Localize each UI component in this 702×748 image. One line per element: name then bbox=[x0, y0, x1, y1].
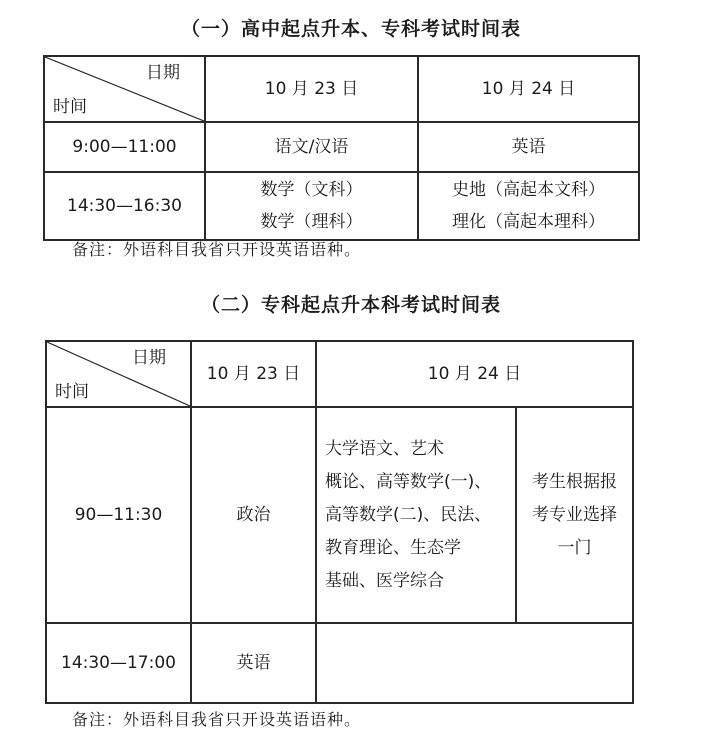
subject-cell: 语文/汉语 bbox=[205, 122, 418, 172]
schedule-table-2 bbox=[45, 340, 634, 704]
table2-title: （二）专科起点升本科考试时间表 bbox=[200, 294, 501, 316]
subject-cell: 英语 bbox=[418, 122, 639, 172]
date-column-header: 10 月 24 日 bbox=[418, 56, 639, 122]
table1-title: （一）高中起点升本、专科考试时间表 bbox=[180, 18, 521, 40]
date-column-header: 10 月 23 日 bbox=[191, 341, 316, 407]
subject-line: 理化（高起本理科） bbox=[452, 212, 605, 232]
instruction-line: 一门 bbox=[557, 537, 592, 558]
instruction-line: 考生根据报 bbox=[532, 471, 617, 492]
subject-line: 数学（理科） bbox=[260, 212, 363, 232]
subject-cell bbox=[418, 172, 639, 240]
subject-list-cell bbox=[316, 407, 516, 623]
instruction-cell bbox=[516, 407, 633, 623]
subject-line: 高等数学(二)、民法、 bbox=[325, 504, 492, 525]
table2-note: 备注：外语科目我省只开设英语语种。 bbox=[72, 710, 362, 729]
schedule-table-1 bbox=[43, 55, 640, 241]
header-diagonal-cell bbox=[44, 56, 205, 122]
subject-line: 数学（文科） bbox=[260, 180, 363, 200]
date-column-header: 10 月 24 日 bbox=[316, 341, 633, 407]
subject-line: 史地（高起本文科） bbox=[452, 180, 605, 200]
date-header-label: 日期 bbox=[132, 348, 166, 368]
time-header-label: 时间 bbox=[55, 382, 89, 402]
header-diagonal-cell bbox=[46, 341, 191, 407]
date-column-header: 10 月 23 日 bbox=[205, 56, 418, 122]
subject-line: 概论、高等数学(一)、 bbox=[325, 471, 492, 492]
date-header-label: 日期 bbox=[146, 63, 180, 83]
table1-note: 备注：外语科目我省只开设英语语种。 bbox=[72, 240, 362, 259]
subject-cell bbox=[205, 172, 418, 240]
time-cell: 14:30—17:00 bbox=[46, 623, 191, 703]
subject-cell: 政治 bbox=[191, 407, 316, 623]
empty-cell bbox=[316, 623, 633, 703]
subject-line: 大学语文、艺术 bbox=[325, 438, 444, 459]
time-cell: 14:30—16:30 bbox=[44, 172, 205, 240]
instruction-line: 考专业选择 bbox=[532, 504, 617, 525]
time-cell: 90—11:30 bbox=[46, 407, 191, 623]
subject-cell: 英语 bbox=[191, 623, 316, 703]
subject-line: 教育理论、生态学 bbox=[325, 537, 461, 558]
subject-line: 基础、医学综合 bbox=[325, 570, 444, 591]
time-cell: 9:00—11:00 bbox=[44, 122, 205, 172]
time-header-label: 时间 bbox=[53, 97, 87, 117]
